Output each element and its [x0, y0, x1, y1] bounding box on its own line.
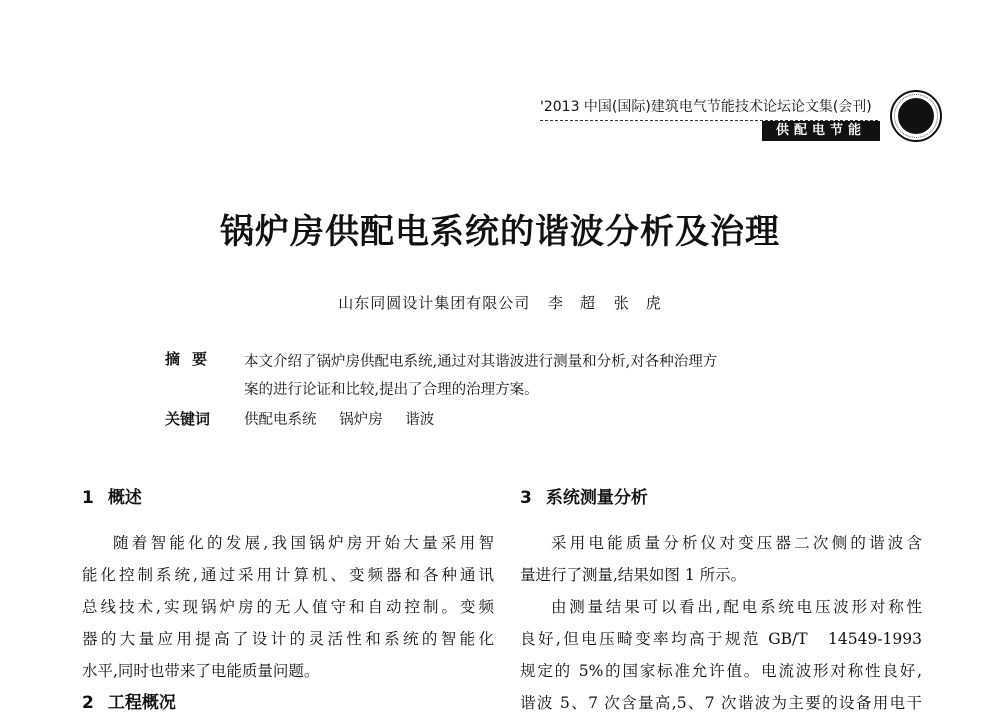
author-name: 李 超 — [547, 294, 596, 312]
section-number: 2 — [82, 693, 94, 713]
section-heading-1 — [82, 483, 142, 508]
keyword: 供配电系统 — [244, 412, 317, 428]
paper-title: 锅炉房供配电系统的谐波分析及治理 — [220, 212, 780, 252]
circular-seal-icon — [890, 90, 942, 142]
text-line: 能化控制系统,通过采用计算机、变频器和各种通讯 — [82, 566, 494, 584]
section-1-body — [82, 527, 494, 687]
section-number: 1 — [82, 488, 94, 508]
section-number: 3 — [520, 488, 532, 508]
section-title: 工程概况 — [107, 693, 176, 713]
text-line: 器的大量应用提高了设计的灵活性和系统的智能化 — [82, 630, 494, 648]
section-3-body — [520, 527, 922, 719]
keywords-list — [244, 408, 452, 429]
text-line: 规定的 5%的国家标准允许值。电流波形对称性良好, — [520, 662, 922, 680]
section-heading-3 — [520, 483, 648, 508]
abstract-text — [244, 348, 864, 404]
text-line: 采用电能质量分析仪对变压器二次侧的谐波含 — [551, 534, 922, 552]
abstract-line: 案的进行论证和比较,提出了合理的治理方案。 — [244, 382, 539, 398]
text-line: 良好,但电压畸变率均高于规范 GB/T 14549-1993 — [520, 630, 922, 648]
keyword: 谐波 — [405, 412, 435, 428]
journal-header: '2013 中国(国际)建筑电气节能技术论坛论文集(会刊) — [540, 99, 872, 115]
author-line — [0, 292, 1000, 313]
abstract-line: 本文介绍了锅炉房供配电系统,通过对其谐波进行测量和分析,对各种治理方 — [244, 354, 718, 370]
keywords-label: 关键词 — [165, 410, 211, 428]
keyword: 锅炉房 — [339, 412, 383, 428]
text-line: 总线技术,实现锅炉房的无人值守和自动控制。变频 — [82, 598, 494, 616]
section-title: 概述 — [107, 488, 142, 508]
text-line: 谐波 5、7 次含量高,5、7 次谐波为主要的设备用电干 — [520, 694, 922, 712]
section-title: 系统测量分析 — [545, 488, 648, 508]
section-heading-2 — [82, 688, 176, 713]
author-name: 张 虎 — [613, 294, 662, 312]
text-line: 水平,同时也带来了电能质量问题。 — [82, 662, 320, 680]
section-tag: 供配电节能 — [762, 121, 880, 141]
text-line: 由测量结果可以看出,配电系统电压波形对称性 — [551, 598, 922, 616]
affiliation: 山东同圆设计集团有限公司 — [338, 294, 531, 312]
paragraph: 随着智能化的发展,我国锅炉房开始大量采用智 — [113, 534, 494, 552]
text-line: 量进行了测量,结果如图 1 所示。 — [520, 566, 747, 584]
abstract-label: 摘要 — [165, 350, 220, 368]
